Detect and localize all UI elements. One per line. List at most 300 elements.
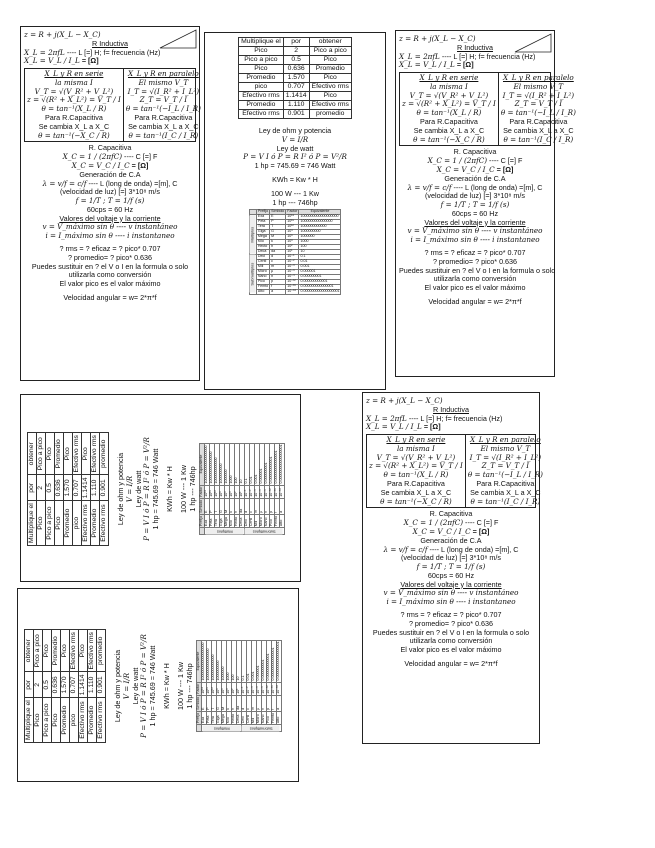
prefix-cell: Tera	[256, 225, 269, 230]
frequency-equation: f = 1/T ; T = 1/f (s)	[440, 200, 510, 210]
lambda-note: ---- L (long de onda) =[m], C	[88, 178, 178, 188]
prefix-cell: E	[205, 498, 210, 514]
xc-equation: X_C = 1 / (2πfC)	[427, 156, 488, 166]
prefix-cell: 10⁻¹	[286, 254, 299, 259]
parallel-eq: I_T = √(I_R² + I_L²)	[127, 86, 200, 96]
prefix-cell: Nano	[264, 514, 269, 527]
multiplier-cell: 0.707	[283, 83, 309, 92]
multiplier-cell: Pico a pico	[239, 56, 284, 65]
multiplier-cell: 0.636	[55, 475, 64, 501]
multiplier-cell: 0.5	[43, 672, 52, 698]
prefix-cell: G	[220, 498, 225, 514]
prefix-cell: 1000	[230, 443, 235, 485]
prefix-cell: 10²	[235, 485, 240, 498]
prefix-cell: k	[227, 695, 232, 711]
prefix-cell: μ	[256, 695, 261, 711]
angular-velocity: Velocidad angular = w= 2*π*f	[404, 658, 498, 668]
tables-card-rotated-1	[20, 394, 301, 582]
series-eq: V_T = √(V_R² + V_L²)	[409, 90, 489, 100]
prefix-cell: c	[249, 498, 254, 514]
xl-equation: X_L = 2πfL	[399, 51, 440, 61]
hp-conversion: 1 hp --- 746hp	[272, 197, 318, 207]
multiplier-cell: pico	[70, 698, 79, 743]
prefix-cell: Kilo	[227, 711, 232, 724]
prefix-cell: E	[202, 695, 207, 711]
prefix-cell: 1000000	[222, 640, 227, 682]
prefix-cell: 0.000000001	[299, 274, 341, 279]
prefix-cell: 0.000001	[259, 443, 264, 485]
prefix-cell: 10⁻⁶	[256, 682, 261, 695]
series-eq: θ = tan⁻¹(X_L / R)	[383, 470, 449, 480]
multiplier-cell: Pico	[79, 630, 88, 672]
xc-note: ---- C [=] F	[124, 152, 158, 162]
prefix-cell: p	[266, 695, 271, 711]
frequency-equation: f = 1/T ; T = 1/f (s)	[416, 562, 486, 572]
prefix-cell: 10¹²	[212, 682, 217, 695]
light-note: (velocidad de luz) [=] 3*10⁸ m/s	[401, 553, 501, 563]
prefix-cell: Femto	[270, 712, 275, 724]
multiplier-cell: Promedio	[239, 101, 284, 110]
multiplier-cell: Efectivo rms	[70, 630, 79, 672]
generation-title: Generación de C.A	[420, 535, 482, 545]
prefix-cell: 1000000000000000	[299, 220, 341, 225]
prefix-cell: da	[237, 695, 242, 711]
prefix-group-label: Submúltiplos	[241, 725, 281, 732]
power-equation: P = V I ó P = R I² ó P = V²/R	[139, 634, 149, 738]
xc-equation: X_C = 1 / (2πfC)	[403, 518, 464, 528]
multiplier-row	[239, 92, 352, 101]
prefix-header: Equivalente	[299, 210, 341, 215]
multiplier-cell: Pico a pico	[43, 698, 52, 743]
prefix-cell: 1000	[227, 640, 232, 682]
parallel-eq: θ = tan⁻¹(−I_L / I_R)	[467, 470, 543, 480]
xc-note: ---- C [=] F	[489, 156, 523, 166]
prefix-cell: 10¹⁸	[205, 485, 210, 498]
prefix-cell: Giga	[220, 514, 225, 527]
prefix-cell: Mili	[251, 711, 256, 724]
prefix-cell: 1000000000000	[215, 443, 220, 485]
prefix-cell: Deci	[241, 711, 246, 724]
prefix-cell: 10³	[286, 240, 299, 245]
prefix-cell: da	[270, 250, 286, 255]
rms-note: ? rms = ? eficaz = ? pico* 0.707	[424, 247, 526, 257]
prefix-cell: Nano	[256, 274, 269, 279]
multiplier-cell: 0.901	[97, 672, 106, 698]
multiplier-cell: Efectivo rms	[82, 501, 91, 546]
substitute-note: Puedes sustituir en ? el V o I en la formula o solo	[31, 261, 189, 271]
prefix-cell: T	[212, 695, 217, 711]
series-eq: z = √(R² + X_L²) = V_T / I	[369, 461, 463, 471]
prefix-header: Factor	[199, 486, 204, 497]
average-note: ? promedio= ? pico* 0.636	[408, 618, 494, 628]
multiplier-cell: 2	[34, 672, 43, 698]
prefix-header: Factor	[287, 209, 298, 214]
series-subheading: la misma I	[429, 81, 468, 91]
multiplier-cell: pico	[73, 501, 82, 546]
multiplier-row	[55, 433, 64, 546]
multiplier-header: obtener	[309, 38, 351, 47]
cap-note: Se cambia X_L a X_C	[503, 125, 574, 135]
prefix-cell: 1000000	[299, 235, 341, 240]
multiplier-cell: Promedio	[61, 698, 70, 743]
instantaneous-title: Valores del voltaje y la corriente	[400, 579, 502, 589]
parallel-cap-eq: θ = tan⁻¹(I_C / I_R)	[503, 134, 574, 144]
parallel-eq: Z_T = V_T / I	[514, 99, 563, 109]
prefix-cell: 100	[299, 245, 341, 250]
multiplier-cell: Pico	[43, 630, 52, 672]
series-eq: θ = tan⁻¹(X_L / R)	[41, 104, 107, 114]
series-heading: X_L y R en serie	[386, 435, 446, 445]
prefix-row	[249, 289, 341, 294]
multiplier-cell: 0.901	[100, 475, 109, 501]
i-instant-eq: i = I_máximo sin θ ---- i instantaneo	[45, 231, 175, 241]
series-eq: θ = tan⁻¹(X_L / R)	[416, 108, 482, 118]
multiplier-cell: 1.110	[91, 475, 100, 501]
multiplier-cell: 0.5	[46, 475, 55, 501]
xl-note: ---- L [=] H; f= frecuencia (Hz)	[441, 51, 536, 61]
angular-velocity: Velocidad angular = w= 2*π*f	[428, 296, 522, 306]
multiplier-header-row	[25, 630, 34, 743]
prefix-cell: Deca	[237, 711, 242, 724]
hp-conversion: 1 hp --- 746hp	[184, 663, 194, 709]
prefix-cell: 1000000000000000	[207, 640, 212, 682]
prefix-cell: p	[270, 279, 286, 284]
prefix-cell: Femto	[273, 515, 278, 527]
kw-note: 100 W --- 1 Kw	[271, 188, 319, 198]
prefix-header: Prefijo	[257, 209, 269, 214]
multiplier-cell: 2	[283, 47, 309, 56]
prefix-cell: h	[235, 498, 240, 514]
xl-alt-equation: X_L = V_L / I_L	[24, 56, 80, 66]
inductive-title: R Inductiva	[92, 38, 128, 48]
prefix-cell: 1000000000	[217, 640, 222, 682]
lambda-equation: λ = v/f = c/f	[407, 182, 452, 192]
instantaneous-title: Valores del voltaje y la corriente	[424, 217, 526, 227]
prefix-cell: Atto	[279, 514, 284, 527]
prefix-cell: 0.000000000000000001	[300, 288, 340, 293]
prefix-cell: 10⁻⁹	[264, 485, 269, 498]
multiplier-row	[70, 630, 79, 743]
prefix-cell: Mili	[256, 264, 269, 269]
prefix-cell: 100	[235, 443, 240, 485]
prefix-cell: 0.001	[299, 264, 341, 269]
prefix-cell: da	[240, 498, 245, 514]
prefix-cell: 10⁹	[286, 230, 299, 235]
prefix-header: Equivalente	[197, 640, 202, 682]
prefix-cell: a	[276, 695, 281, 711]
prefix-table	[196, 640, 281, 733]
prefix-cell: P	[207, 695, 212, 711]
prefix-cell: 10⁻¹²	[269, 485, 274, 498]
multiplier-cell: Efectivo rms	[97, 698, 106, 743]
xl-alt-equation: X_L = V_L / I_L	[399, 60, 455, 70]
prefix-cell: Peta	[210, 514, 215, 527]
watt-title: Ley de watt	[130, 667, 140, 705]
formula-card-1	[20, 26, 200, 381]
prefix-cell: n	[261, 695, 266, 711]
substitute-note: utilizarla como conversión	[68, 270, 152, 280]
prefix-cell: 10¹²	[215, 485, 220, 498]
multiplier-header: Multiplique el	[239, 38, 284, 47]
multiplier-cell: Promedio	[309, 65, 351, 74]
multiplier-cell: Efectivo rms	[91, 433, 100, 475]
prefix-cell: 1000000000000000	[210, 443, 215, 485]
cps-note: 60cps = 60 Hz	[86, 204, 134, 214]
substitute-note: utilizarla como conversión	[433, 274, 517, 284]
power-equation: P = V I ó P = R I² ó P = V²/R	[142, 437, 152, 541]
prefix-cell: T	[215, 498, 220, 514]
prefix-cell: Micro	[256, 269, 269, 274]
prefix-cell: Tera	[215, 514, 220, 527]
prefix-cell: 1000000	[225, 443, 230, 485]
prefix-cell: d	[270, 254, 286, 259]
multiplier-cell: Pico	[55, 501, 64, 546]
multiplier-cell: 1.570	[61, 672, 70, 698]
multiplier-row	[239, 83, 352, 92]
substitute-note: Puedes sustituir en ? el V o I en la formula o solo	[372, 627, 530, 637]
prefix-cell: 0.000000000001	[299, 279, 341, 284]
triangle-icon	[514, 33, 552, 53]
prefix-cell: 10⁻¹²	[266, 682, 271, 695]
series-parallel-box	[24, 68, 201, 142]
multiplier-table	[238, 37, 352, 119]
cap-note: Se cambia X_L a X_C	[380, 487, 452, 497]
prefix-cell: 10⁻²	[286, 259, 299, 264]
multiplier-cell: Efectivo rms	[309, 101, 351, 110]
prefix-cell: 0.000000000001	[266, 640, 271, 682]
multiplier-cell: Pico	[34, 698, 43, 743]
prefix-cell: Centi	[256, 259, 269, 264]
prefix-cell: 0.01	[246, 640, 251, 682]
rms-note: ? rms = ? eficaz = ? pico* 0.707	[400, 609, 502, 619]
prefix-cell: 10⁻¹²	[286, 279, 299, 284]
prefix-cell: Peta	[207, 711, 212, 724]
prefix-header: Factor	[196, 683, 201, 694]
substitute-note: utilizarla como conversión	[409, 636, 493, 646]
light-note: (velocidad de luz) [=] 3*10⁸ m/s	[425, 191, 525, 201]
prefix-cell: Micro	[259, 514, 264, 527]
prefix-cell: 10¹⁵	[207, 682, 212, 695]
xl-equation: X_L = 2πfL	[366, 413, 407, 423]
prefix-cell: 1000	[299, 240, 341, 245]
angular-velocity: Velocidad angular = w= 2*π*f	[63, 292, 157, 302]
prefix-cell: Pico	[256, 279, 269, 284]
series-subheading: la misma I	[54, 77, 93, 87]
multiplier-cell: Promedio	[64, 501, 73, 546]
prefix-cell: Deca	[256, 250, 269, 255]
kw-note: 100 W --- 1 Kw	[178, 465, 188, 513]
multiplier-cell: 1.1414	[283, 92, 309, 101]
multiplier-cell: Pico	[309, 92, 351, 101]
prefix-header: Símbolo	[196, 696, 201, 710]
prefix-cell: 10	[299, 250, 341, 255]
ohm-title: Ley de ohm y potencia	[258, 126, 332, 136]
prefix-cell: Giga	[256, 230, 269, 235]
ohm-equation: V = I/R	[124, 475, 134, 503]
prefix-header: Símbolo	[271, 209, 285, 214]
prefix-cell: f	[271, 695, 276, 711]
parallel-eq: θ = tan⁻¹(−I_L / I_R)	[500, 108, 576, 118]
prefix-header: Prefijo	[196, 712, 201, 724]
cap-note: Para R.Capacitiva	[476, 479, 535, 489]
multiplier-cell: Efectivo rms	[309, 83, 351, 92]
multiplier-cell: 2	[37, 475, 46, 501]
peak-note: El valor pico es el valor máximo	[400, 645, 502, 655]
series-eq: V_T = √(V_R² + V_L²)	[376, 452, 456, 462]
prefix-cell: Tera	[212, 711, 217, 724]
prefix-cell: 10¹	[286, 250, 299, 255]
multiplier-cell: Promedio	[88, 698, 97, 743]
ohm-title: Ley de ohm y potencia	[116, 452, 126, 526]
cap-note: Para R.Capacitiva	[134, 113, 193, 123]
multiplier-cell: Efectivo rms	[79, 698, 88, 743]
kwh-note: KWh = Kw * H	[165, 466, 175, 512]
prefix-cell: M	[270, 235, 286, 240]
multiplier-header: por	[283, 38, 309, 47]
xl-note: ---- L [=] H; f= frecuencia (Hz)	[408, 413, 503, 423]
parallel-eq: Z_T = V_T / I	[139, 95, 188, 105]
prefix-cell: 0.01	[249, 443, 254, 485]
xl-equation: X_L = 2πfL	[24, 47, 65, 57]
multiplier-row	[239, 101, 352, 110]
parallel-eq: Z_T = V_T / I	[481, 461, 530, 471]
frequency-equation: f = 1/T ; T = 1/f (s)	[75, 196, 145, 206]
prefix-cell: 0.1	[241, 640, 246, 682]
multiplier-cell: promedio	[100, 433, 109, 475]
watt-title: Ley de watt	[276, 143, 314, 153]
multiplier-cell: Pico	[239, 65, 284, 74]
average-note: ? promedio= ? pico* 0.636	[432, 256, 518, 266]
prefix-cell: Hecto	[235, 514, 240, 527]
prefix-cell: 1000000000	[299, 230, 341, 235]
prefix-cell: 10⁻¹⁵	[286, 284, 299, 289]
prefix-cell: 10⁻¹⁵	[274, 485, 279, 498]
xl-alt-unit: = [Ω]	[456, 60, 474, 70]
prefix-cell: 0.000001	[256, 640, 261, 682]
prefix-cell: Femto	[257, 283, 269, 288]
multiplier-row	[97, 630, 106, 743]
multiplier-cell: promedio	[97, 630, 106, 672]
prefix-cell: 10¹⁸	[286, 215, 299, 220]
prefix-cell: k	[270, 240, 286, 245]
parallel-eq: I_T = √(I_R² + I_L²)	[469, 452, 542, 462]
multiplier-cell: Pico a pico	[309, 47, 351, 56]
impedance-equation: z = R + j(X_L − X_C)	[24, 30, 101, 39]
multiplier-header: por	[25, 672, 34, 698]
prefix-cell: h	[270, 245, 286, 250]
prefix-cell: 10⁻³	[251, 682, 256, 695]
multiplier-cell: 0.901	[283, 110, 309, 119]
series-eq: z = √(R² + X_L²) = V_T / I	[402, 99, 496, 109]
prefix-cell: E	[270, 215, 286, 220]
v-instant-eq: v = V_máximo sin θ ---- v instantáneo	[407, 226, 543, 236]
prefix-cell: Atto	[256, 289, 269, 294]
prefix-cell: 100	[232, 640, 237, 682]
xc-equation: X_C = 1 / (2πfC)	[62, 152, 123, 162]
prefix-cell: 1000000000000000000	[202, 640, 207, 682]
prefix-cell: 10⁻¹⁸	[286, 289, 299, 294]
cps-note: 60cps = 60 Hz	[427, 570, 475, 580]
prefix-header: Equivalente	[200, 443, 205, 485]
xc-alt-unit: = [Ω]	[496, 164, 514, 174]
prefix-cell: 10⁻¹	[241, 682, 246, 695]
cap-note: Se cambia X_L a X_C	[38, 121, 110, 131]
prefix-cell: μ	[270, 269, 286, 274]
prefix-cell: 1000000000	[220, 443, 225, 485]
multiplier-cell: 0.5	[283, 56, 309, 65]
multiplier-cell: 1.110	[283, 101, 309, 110]
lambda-equation: λ = v/f = c/f	[42, 178, 87, 188]
multiplier-cell: Pico	[309, 74, 351, 83]
prefix-cell: 10¹	[240, 485, 245, 498]
multiplier-cell: Pico	[46, 433, 55, 475]
multiplier-cell: promedio	[309, 110, 351, 119]
prefix-cell: Giga	[217, 711, 222, 724]
prefix-cell: 10⁹	[220, 485, 225, 498]
prefix-cell: 10¹	[237, 682, 242, 695]
prefix-cell: 10³	[230, 485, 235, 498]
multiplier-row	[64, 433, 73, 546]
prefix-cell: 10¹⁵	[286, 220, 299, 225]
multiplier-cell: 1.570	[64, 475, 73, 501]
multiplier-row	[46, 433, 55, 546]
series-cap-eq: θ = tan⁻¹(−X_C / R)	[38, 130, 110, 140]
lambda-equation: λ = v/f = c/f	[383, 544, 428, 554]
prefix-cell: 1000000000000000000	[205, 443, 210, 485]
prefix-cell: Peta	[256, 220, 269, 225]
prefix-cell: Hecto	[232, 711, 237, 724]
power-equation: P = V I ó P = R I² ó P = V²/R	[243, 152, 347, 162]
triangle-icon	[159, 29, 197, 49]
i-instant-eq: i = I_máximo sin θ ---- i instantaneo	[410, 235, 540, 245]
multiplier-cell: Pico	[309, 56, 351, 65]
multiplier-header: por	[28, 475, 37, 501]
prefix-cell: m	[251, 695, 256, 711]
prefix-group-label: Submúltiplos	[249, 254, 256, 294]
prefix-cell: 0.000000000000001	[271, 640, 276, 682]
multiplier-row	[100, 433, 109, 546]
prefix-cell: 1000000000000000000	[299, 215, 341, 220]
multiplier-table	[27, 432, 109, 546]
capacitive-title: R. Capacitiva	[88, 143, 132, 153]
prefix-cell: Deca	[240, 514, 245, 527]
multiplier-cell: 1.1414	[79, 672, 88, 698]
multiplier-cell: Pico	[52, 698, 61, 743]
prefix-cell: 10	[237, 640, 242, 682]
prefix-cell: 10¹⁸	[202, 682, 207, 695]
prefix-cell: 0.000000001	[261, 640, 266, 682]
xc-alt-equation: X_C = V_C / I_C	[412, 526, 471, 536]
parallel-cap-eq: θ = tan⁻¹(I_C / I_R)	[470, 496, 541, 506]
prefix-cell: Kilo	[230, 514, 235, 527]
xl-alt-unit: = [Ω]	[423, 422, 441, 432]
parallel-heading: X_L y R en paralelo	[469, 435, 541, 445]
inductive-title: R Inductiva	[457, 42, 493, 52]
prefix-cell: M	[225, 498, 230, 514]
parallel-heading: X_L y R en paralelo	[127, 69, 199, 79]
prefix-cell: Centi	[249, 514, 254, 527]
xc-alt-equation: X_C = V_C / I_C	[436, 164, 495, 174]
formula-card-2	[395, 30, 576, 377]
lambda-note: ---- L (long de onda) =[m], C	[429, 544, 519, 554]
multiplier-cell: Efectivo rms	[100, 501, 109, 546]
prefix-cell: 0.000001	[299, 269, 341, 274]
prefix-cell: Deci	[256, 254, 269, 259]
multiplier-cell: Pico	[37, 501, 46, 546]
prefix-header: Símbolo	[199, 499, 204, 513]
xc-alt-unit: = [Ω]	[472, 526, 490, 536]
hp-conversion: 1 hp --- 746hp	[187, 466, 197, 512]
